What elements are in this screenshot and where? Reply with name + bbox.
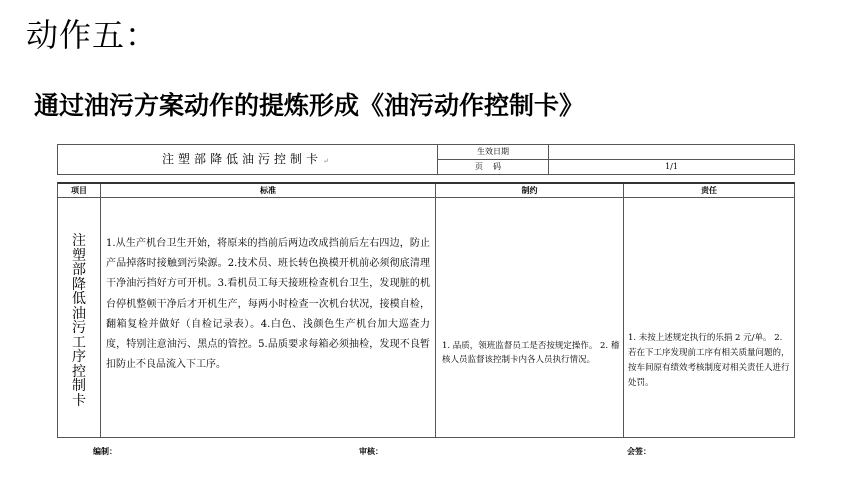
page-value: 1/1	[665, 162, 678, 171]
col-divider	[435, 184, 436, 437]
footer-countersign: 会签：	[627, 446, 651, 456]
col-divider	[623, 184, 624, 437]
effective-date-row	[438, 145, 794, 160]
page-label: 页码	[438, 160, 549, 174]
page-row	[438, 160, 794, 174]
col-divider	[100, 184, 101, 437]
col-head-system: 制约	[521, 185, 538, 195]
col-head-standard: 标准	[260, 185, 276, 195]
effective-date-label: 生效日期	[438, 145, 549, 159]
system-text: 1. 品质，领班监督员工是否按规定操作。 2. 稽核人员监督该控制卡内各人员执行情况。	[442, 341, 620, 365]
card-title: 注塑部降低油污控制卡↵	[58, 145, 438, 174]
slide-subtitle: 通过油污方案动作的提炼形成《油污动作控制卡》	[34, 91, 585, 120]
control-card	[57, 144, 795, 456]
effective-date-value	[549, 145, 794, 159]
footer-compiled: 编制：	[93, 446, 117, 456]
standard-text: 1.从生产机台卫生开始，将原来的挡前后两边改成挡前后左右四边，防止产品掉落时接触到污染源。2.技术员、班长转色换模开机前必须彻底清理干净油污挡好方可开机。3.看机员工每天接班检查机台卫生，发现脏的机台停机整顿干净后才开机生产，每两小时检查一次机台状况，接模自检，翻箱复检并做好（自检记录表）。4.白色、浅颜色生产机台加大巡查力度，特别注意油污、黑点的管控。5.品质要求每箱必须抽检，发现不良暂扣防止不良品流入下工序。	[106, 238, 430, 371]
card-body-table	[57, 182, 795, 438]
col-head-item: 项目	[71, 185, 87, 195]
card-header	[57, 144, 795, 175]
col-head-responsibility: 责任	[701, 185, 717, 195]
header-divider	[58, 197, 794, 198]
item-name: 注塑部降低油污工序控制卡	[72, 233, 86, 409]
slide-title: 动作五：	[26, 16, 159, 54]
footer-reviewed: 审核：	[359, 446, 383, 456]
responsibility-text: 1. 未按上述规定执行的乐捐 2 元/单。 2. 若在下工序发现前工序有相关质量问题的，按车间原有绩效考核制度对相关责任人进行处罚。	[628, 333, 790, 388]
